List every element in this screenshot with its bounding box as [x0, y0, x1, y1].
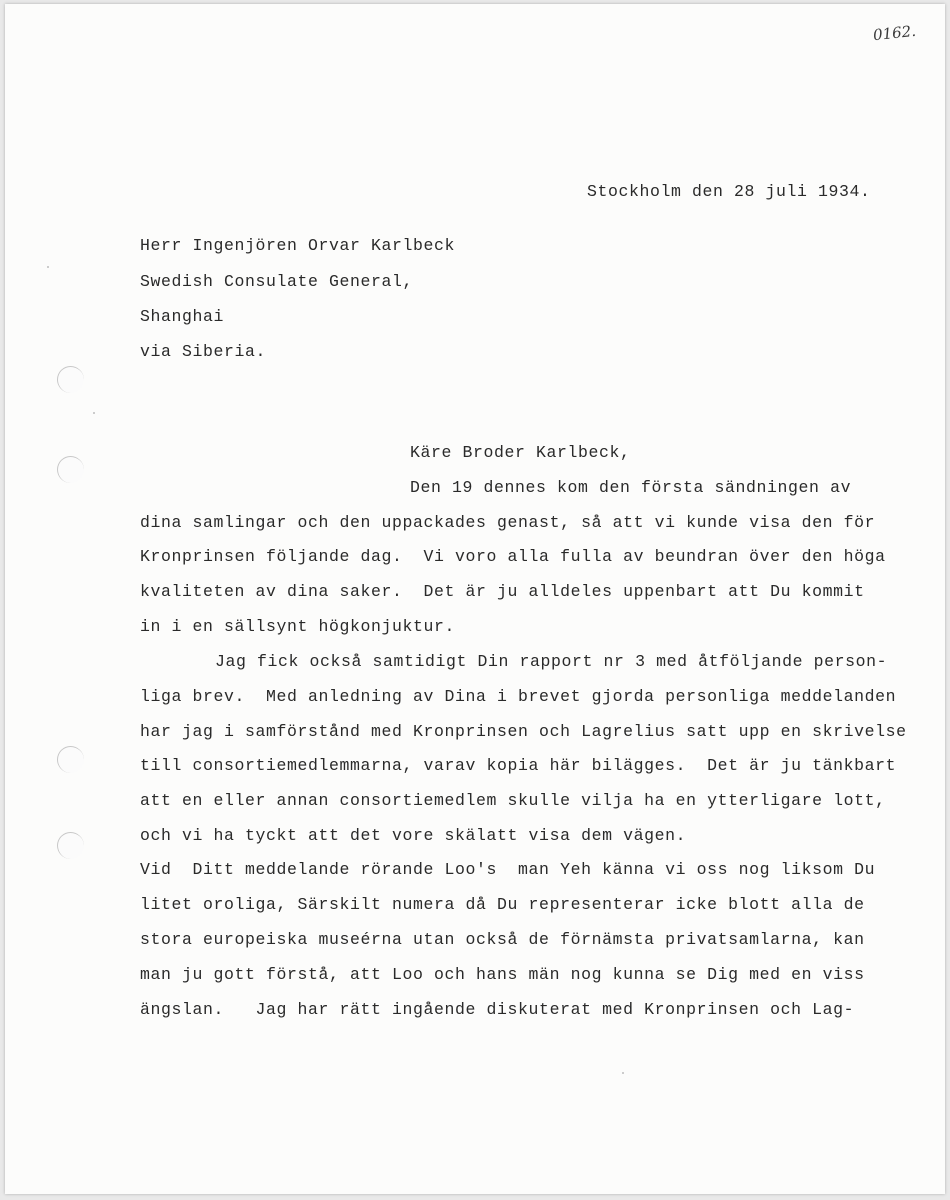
body-line: litet oroliga, Särskilt numera då Du representerar icke blott alla de	[140, 895, 865, 914]
date-line: Stockholm den 28 juli 1934.	[587, 182, 871, 201]
body-line: har jag i samförstånd med Kronprinsen och Lagrelius satt upp en skrivelse	[140, 722, 907, 741]
body-line: kvaliteten av dina saker. Det är ju alldeles uppenbart att Du kommit	[140, 582, 865, 601]
archive-number: 0162.	[872, 21, 917, 45]
body-line: stora europeiska museérna utan också de förnämsta privatsamlarna, kan	[140, 930, 865, 949]
body-line: Den 19 dennes kom den första sändningen av	[410, 478, 852, 497]
body-line: dina samlingar och den uppackades genast, så att vi kunde visa den för	[140, 513, 876, 532]
body-line: man ju gott förstå, att Loo och hans män nog kunna se Dig med en viss	[140, 965, 865, 984]
paper-speck	[47, 266, 49, 268]
punch-hole	[57, 456, 84, 483]
body-line: Jag fick också samtidigt Din rapport nr 3 med åtföljande person-	[215, 652, 888, 671]
body-line: ängslan. Jag har rätt ingående diskuterat med Kronprinsen och Lag-	[140, 1000, 855, 1019]
address-line: Shanghai	[140, 307, 225, 326]
address-line: Swedish Consulate General,	[140, 272, 414, 291]
address-line: Herr Ingenjören Orvar Karlbeck	[140, 236, 456, 255]
punch-hole	[57, 832, 84, 859]
punch-hole	[57, 746, 84, 773]
body-line: in i en sällsynt högkonjuktur.	[140, 617, 456, 636]
paper-speck	[93, 412, 95, 414]
body-line: liga brev. Med anledning av Dina i brevet gjorda personliga meddelanden	[140, 687, 897, 706]
body-line: Kronprinsen följande dag. Vi voro alla fulla av beundran över den höga	[140, 547, 886, 566]
body-line: Vid Ditt meddelande rörande Loo's man Yeh känna vi oss nog liksom Du	[140, 860, 876, 879]
body-line: att en eller annan consortiemedlem skulle vilja ha en ytterligare lott,	[140, 791, 886, 810]
body-line: till consortiemedlemmarna, varav kopia här bilägges. Det är ju tänkbart	[140, 756, 897, 775]
paper-speck	[622, 1072, 624, 1074]
address-line: via Siberia.	[140, 342, 267, 361]
body-line: och vi ha tyckt att det vore skälatt visa dem vägen.	[140, 826, 687, 845]
letter-page	[5, 4, 945, 1194]
punch-hole	[57, 366, 84, 393]
salutation: Käre Broder Karlbeck,	[410, 443, 631, 462]
